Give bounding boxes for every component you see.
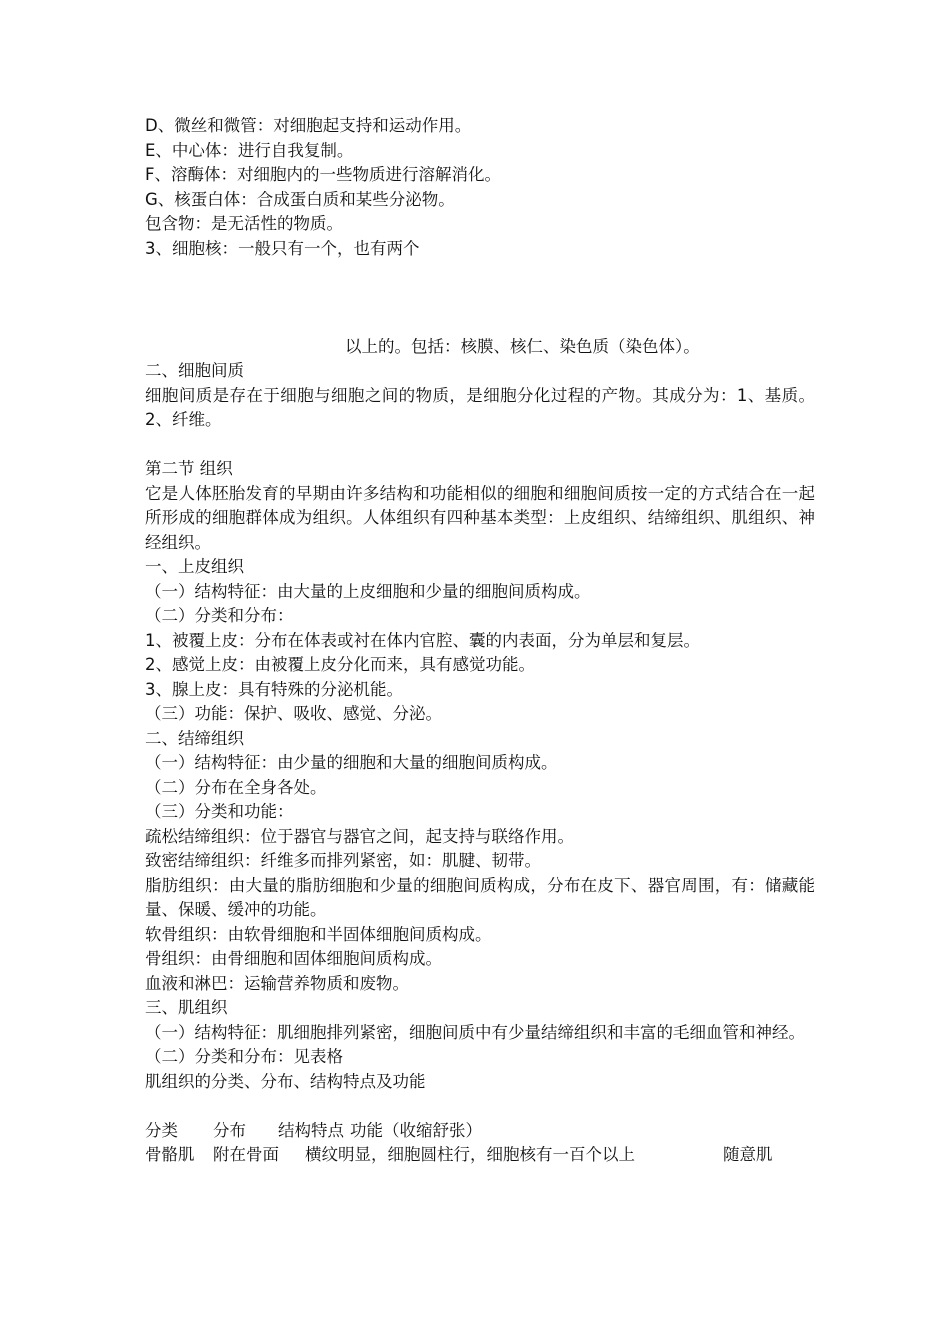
section-heading: 三、肌组织 (145, 998, 228, 1017)
paragraph: （一）结构特征：肌细胞排列紧密，细胞间质中有少量结缔组织和丰富的毛细血管和神经。 (145, 1022, 805, 1042)
section-heading: 二、细胞间质 (145, 361, 244, 380)
table-header-cell: 分类 (145, 1120, 178, 1140)
text-line: 软骨组织：由软骨细胞和半固体细胞间质构成。 (145, 924, 492, 944)
table-header-cell: 分布 (213, 1120, 246, 1140)
blank-line (145, 433, 815, 458)
paragraph: 它是人体胚胎发育的早期由许多结构和功能相似的细胞和细胞间质按一定的方式结合在一起所形成的细胞群体成为组织。人体组织有四种基本类型：上皮组织、结缔组织、肌组织、神经组织。 (145, 483, 815, 552)
blank-line (145, 1094, 815, 1119)
text-line: 2、感觉上皮：由被覆上皮分化而来，具有感觉功能。 (145, 655, 535, 674)
section-heading: 一、上皮组织 (145, 557, 244, 576)
text-line: 3、细胞核：一般只有一个，也有两个 (145, 238, 420, 258)
table-cell: 随意肌 (723, 1145, 773, 1164)
text-line: 骨组织：由骨细胞和固体细胞间质构成。 (145, 949, 442, 968)
text-line: 疏松结缔组织：位于器官与器官之间，起支持与联络作用。 (145, 826, 574, 846)
nucleus-continuation: 以上的。包括：核膜、核仁、染色质（染色体）。 (345, 336, 700, 356)
text-line: 致密结缔组织：纤维多而排列紧密，如：肌腱、韧带。 (145, 851, 541, 870)
text-line: （三）功能：保护、吸收、感觉、分泌。 (145, 704, 442, 723)
table-header-cell: 功能（收缩舒张） (350, 1120, 482, 1140)
table-header-cell: 结构特点 (278, 1120, 344, 1140)
text-line: （二）分类和分布： (145, 606, 294, 625)
table-cell: 附在骨面 (213, 1145, 279, 1164)
document-page (145, 114, 815, 1168)
text-line: 包含物：是无活性的物质。 (145, 214, 343, 233)
text-line: F、溶酶体：对细胞内的一些物质进行溶解消化。 (145, 165, 501, 184)
blank-gap (145, 261, 815, 335)
text-line: G、核蛋白体：合成蛋白质和某些分泌物。 (145, 189, 455, 209)
text-line: （一）结构特征：由少量的细胞和大量的细胞间质构成。 (145, 753, 558, 772)
text-line: D、微丝和微管：对细胞起支持和运动作用。 (145, 116, 472, 135)
table-cell: 骨骼肌 (145, 1145, 195, 1164)
paragraph: 细胞间质是存在于细胞与细胞之间的物质，是细胞分化过程的产物。其成分为：1、基质。2、纤维。 (145, 385, 815, 429)
table-caption: 肌组织的分类、分布、结构特点及功能 (145, 1071, 426, 1091)
text-line: E、中心体：进行自我复制。 (145, 140, 354, 160)
chapter-heading: 第二节 组织 (145, 459, 233, 478)
text-line: （一）结构特征：由大量的上皮细胞和少量的细胞间质构成。 (145, 581, 591, 601)
text-line: （三）分类和功能： (145, 802, 294, 821)
text-line: （二）分类和分布：见表格 (145, 1047, 343, 1066)
text-line: 1、被覆上皮：分布在体表或衬在体内官腔、囊的内表面，分为单层和复层。 (145, 630, 700, 650)
paragraph: 脂肪组织：由大量的脂肪细胞和少量的细胞间质构成，分布在皮下、器官周围，有：储藏能量、保暖、缓冲的功能。 (145, 875, 815, 919)
section-heading: 二、结缔组织 (145, 728, 244, 748)
table-header-row (145, 1119, 815, 1144)
table-row (145, 1143, 815, 1168)
text-line: 3、腺上皮：具有特殊的分泌机能。 (145, 679, 403, 699)
text-line: （二）分布在全身各处。 (145, 777, 327, 797)
table-cell: 横纹明显，细胞圆柱行，细胞核有一百个以上 (305, 1145, 635, 1164)
text-line: 血液和淋巴：运输营养物质和废物。 (145, 973, 409, 993)
